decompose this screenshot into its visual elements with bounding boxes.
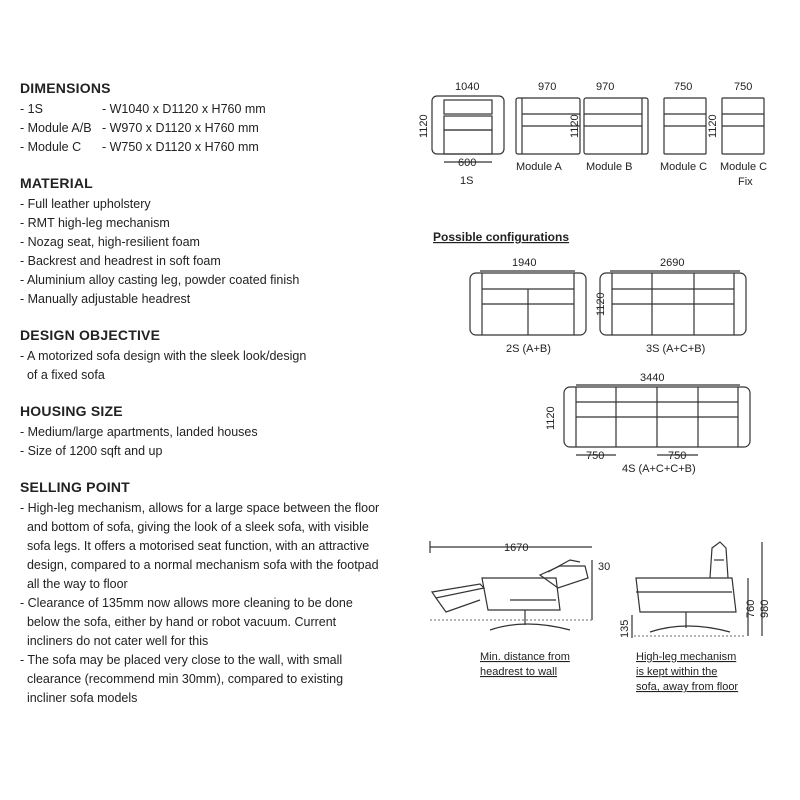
config-3s-name: 3S (A+C+B) <box>646 343 706 355</box>
material-item: - Full leather upholstery <box>20 197 151 211</box>
side-right-clearance-label: 135 <box>619 619 631 638</box>
module-c-fix-name1: Module C <box>720 161 768 173</box>
side-left-caption2: headrest to wall <box>480 666 558 678</box>
module-c-width-label: 750 <box>674 81 693 93</box>
selling-point-line: - The sofa may be placed very close to the wall, with small <box>20 653 343 667</box>
material-item: - Aluminium alloy casting leg, powder coated finish <box>20 273 300 287</box>
module-b-width-label: 970 <box>596 81 615 93</box>
dimension-key: - Module C <box>20 140 82 154</box>
side-right-caption1: High-leg mechanism <box>636 651 737 663</box>
material-title: MATERIAL <box>20 175 93 191</box>
config-4s-name: 4S (A+C+C+B) <box>622 463 696 475</box>
configurations-title: Possible configurations <box>433 230 570 244</box>
config-3s-width-label: 2690 <box>660 257 685 269</box>
module-c-name: Module C <box>660 161 708 173</box>
material-item: - Manually adjustable headrest <box>20 292 191 306</box>
design-objective-line: - A motorized sofa design with the sleek look/design <box>20 349 307 363</box>
housing-size-item: - Size of 1200 sqft and up <box>20 444 163 458</box>
one-s-drawing <box>418 81 504 187</box>
module-b-name: Module B <box>586 161 633 173</box>
dimension-value: - W750 x D1120 x H760 mm <box>102 140 259 154</box>
side-left-length-label: 1670 <box>504 542 529 554</box>
selling-point-line: incliner sofa models <box>20 691 138 705</box>
material-item: - Nozag seat, high-resilient foam <box>20 235 200 249</box>
one-s-backrest <box>444 116 492 130</box>
material-section <box>20 175 410 309</box>
config-4s-sub1: 750 <box>586 450 605 462</box>
selling-point-line: incliners do not cater well for this <box>20 634 209 648</box>
side-left-gap-label: 30 <box>598 561 611 573</box>
selling-point-section <box>20 479 410 708</box>
material-item: - Backrest and headrest in soft foam <box>20 254 221 268</box>
design-objective-line: of a fixed sofa <box>20 368 105 382</box>
dimension-value: - W970 x D1120 x H760 mm <box>102 121 259 135</box>
spec-text-column <box>20 80 410 726</box>
module-a-name: Module A <box>516 161 562 173</box>
selling-point-line: and bottom of sofa, giving the look of a sleek sofa, with visible <box>20 520 369 534</box>
config-3s-depth-label: 1120 <box>595 292 607 316</box>
side-view-reclined <box>430 541 610 630</box>
selling-point-line: below the sofa, either by hand or robot vacuum. Current <box>20 615 337 629</box>
config-2s-drawing <box>470 257 586 355</box>
dimensions-title: DIMENSIONS <box>20 80 111 96</box>
dimension-row <box>20 138 410 157</box>
selling-point-line: - Clearance of 135mm now allows more cleaning to be done <box>20 596 353 610</box>
housing-size-section <box>20 403 410 461</box>
one-s-width-label: 1040 <box>455 81 480 93</box>
dimension-key: - 1S <box>20 102 43 116</box>
selling-point-line: sofa legs. It offers a motorised seat function, with an attractive <box>20 539 370 553</box>
one-s-seat <box>444 130 492 154</box>
config-4s-drawing <box>545 372 750 475</box>
side-left-caption1: Min. distance from <box>480 651 570 663</box>
module-c-fix-name2: Fix <box>738 176 753 188</box>
housing-size-item: - Medium/large apartments, landed houses <box>20 425 258 439</box>
side-right-caption2: is kept within the <box>636 666 718 678</box>
module-c-fix-drawing <box>707 81 767 188</box>
side-right-height2-label: 980 <box>759 599 771 618</box>
module-c-drawing <box>660 81 707 173</box>
dimension-row <box>20 119 410 138</box>
side-view-upright <box>619 542 771 638</box>
one-s-name: 1S <box>460 175 474 187</box>
sofa-drawings <box>410 0 800 800</box>
selling-point-line: all the way to floor <box>20 577 128 591</box>
module-c-fix-depth-label: 1120 <box>707 114 719 138</box>
config-4s-depth-label: 1120 <box>545 406 557 430</box>
config-2s-name: 2S (A+B) <box>506 343 551 355</box>
module-c-fix-width-label: 750 <box>734 81 753 93</box>
one-s-depth-label: 1120 <box>418 114 430 138</box>
selling-point-line: design, compared to a normal mechanism sofa with the footpad <box>20 558 379 572</box>
dimension-value: - W1040 x D1120 x H760 mm <box>102 102 266 116</box>
selling-point-title: SELLING POINT <box>20 479 130 495</box>
selling-point-line: - High-leg mechanism, allows for a large space between the floor <box>20 501 380 515</box>
housing-size-title: HOUSING SIZE <box>20 403 123 419</box>
config-2s-width-label: 1940 <box>512 257 537 269</box>
selling-point-line: clearance (recommend min 30mm), compared to existing <box>20 672 344 686</box>
config-4s-sub2: 750 <box>668 450 687 462</box>
config-3s-drawing <box>595 257 746 355</box>
dimensions-section <box>20 80 410 157</box>
module-b-drawing <box>569 81 648 173</box>
one-s-seat-label: 600 <box>458 157 477 169</box>
side-right-height1-label: 760 <box>745 599 757 618</box>
dimension-row <box>20 100 410 119</box>
design-objective-section <box>20 327 410 385</box>
one-s-headrest <box>444 100 492 114</box>
side-right-caption3: sofa, away from floor <box>636 681 739 693</box>
dimension-key: - Module A/B <box>20 121 92 135</box>
config-4s-width-label: 3440 <box>640 372 665 384</box>
module-b-depth-label: 1120 <box>569 114 581 138</box>
one-s-outline <box>432 96 504 154</box>
material-item: - RMT high-leg mechanism <box>20 216 170 230</box>
module-a-width-label: 970 <box>538 81 557 93</box>
design-objective-title: DESIGN OBJECTIVE <box>20 327 161 343</box>
